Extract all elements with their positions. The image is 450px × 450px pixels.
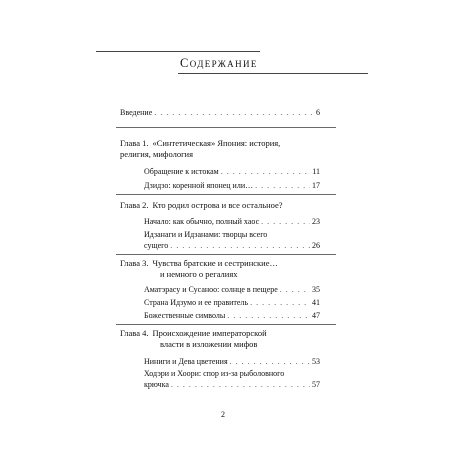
- chapter-heading: [120, 258, 330, 280]
- chapter-heading: [120, 328, 330, 350]
- chapter-title: Чувства братские и сестринские…: [152, 258, 278, 268]
- chapter-title-cont: власти в изложении мифов: [160, 339, 258, 349]
- toc-entry-label: Введение: [120, 108, 153, 117]
- chapter-heading: [120, 200, 330, 211]
- leader-dots: [227, 310, 310, 321]
- chapter-title-cont: религия, мифология: [120, 149, 194, 159]
- toc-entry-multiline: [144, 368, 320, 379]
- toc-entry-label-cont: крючка: [144, 380, 169, 389]
- toc-entry-page: 57: [312, 380, 320, 389]
- toc-entry-label: Дзидзо: коренной японец или…: [144, 181, 254, 190]
- toc-entry: [144, 216, 320, 227]
- toc-entry: [144, 297, 320, 308]
- toc-entry-multiline: [144, 229, 320, 240]
- toc-entry-intro: [120, 107, 320, 118]
- chapter-title: «Синтетическая» Япония: история,: [152, 138, 281, 148]
- toc-entry-label: Ходэри и Хоори: спор из-за рыболовного: [144, 369, 285, 378]
- toc-entry: [144, 356, 320, 367]
- toc-entry-page: 35: [312, 285, 320, 294]
- chapter-label: Глава 4.: [120, 328, 149, 338]
- leader-dots: [255, 180, 310, 191]
- toc-entry: [144, 180, 320, 191]
- toc-entry-label: Идзанаги и Идзанами: творцы всего: [144, 230, 268, 239]
- chapter-title: Кто родил острова и все остальное?: [152, 200, 283, 210]
- leader-dots: [261, 216, 310, 227]
- leader-dots: [154, 107, 314, 118]
- toc-entry-page: 53: [312, 357, 320, 366]
- leader-dots: [170, 240, 310, 251]
- chapter-separator: [116, 324, 336, 325]
- chapter-label: Глава 3.: [120, 258, 149, 268]
- toc-entry-page: 17: [312, 181, 320, 190]
- chapter-title-cont: и немного о регалиях: [160, 269, 238, 279]
- toc-entry-label-cont: сущего: [144, 241, 169, 250]
- toc-entry-page: 23: [312, 217, 320, 226]
- chapter-title: Происхождение императорской: [152, 328, 267, 338]
- toc-entry: [144, 166, 320, 177]
- toc-entry-label: Страна Идзумо и ее правитель: [144, 298, 249, 307]
- toc-entry: [144, 240, 320, 251]
- toc-entry: [144, 284, 320, 295]
- chapter-separator: [116, 127, 336, 128]
- page-title: Содержание: [180, 56, 258, 70]
- toc-entry-page: 11: [312, 167, 320, 176]
- leader-dots: [221, 166, 311, 177]
- toc-entry: [144, 310, 320, 321]
- toc-entry-page: 6: [316, 108, 320, 117]
- chapter-heading: [120, 138, 330, 160]
- chapter-label: Глава 2.: [120, 200, 149, 210]
- chapter-separator: [116, 194, 336, 195]
- chapter-separator: [116, 254, 336, 255]
- chapter-label: Глава 1.: [120, 138, 149, 148]
- leader-dots: [280, 284, 310, 295]
- leader-dots: [230, 356, 310, 367]
- toc-entry-label: Ниниги и Дева цветения: [144, 357, 228, 366]
- toc-entry-page: 26: [312, 241, 320, 250]
- toc-entry-label: Аматэрасу и Сусаноо: солнце в пещере: [144, 285, 278, 294]
- toc-entry-label: Начало: как обычно, полный хаос: [144, 217, 260, 226]
- leader-dots: [250, 297, 310, 308]
- toc-entry: [144, 379, 320, 390]
- toc-entry-page: 47: [312, 311, 320, 320]
- toc-entry-page: 41: [312, 298, 320, 307]
- title-underline: [178, 73, 368, 74]
- leader-dots: [171, 379, 310, 390]
- toc-entry-label: Обращение к истокам: [144, 167, 219, 176]
- top-rule: [96, 51, 260, 52]
- page-number: 2: [221, 410, 225, 419]
- toc-entry-label: Божественные символы: [144, 311, 226, 320]
